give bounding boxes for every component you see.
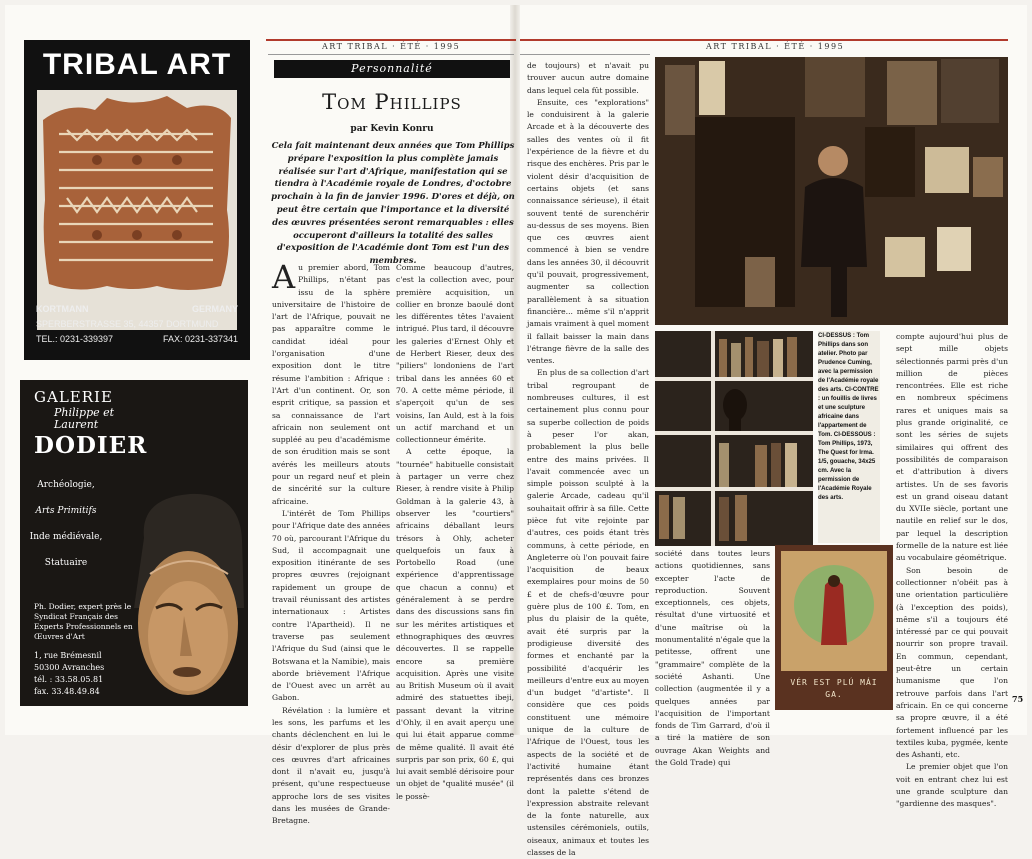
drop-cap: A xyxy=(272,258,296,296)
dodier-name-line2: Laurent xyxy=(54,418,99,431)
painting-inscription: VÉR EST PLÚ MÁI GA. xyxy=(790,678,878,699)
photo-caption: CI-DESSUS : Tom Phillips dans son atelier. Photo par Prudence Cuming, avec la permission de l'Académie royale des arts. CI-CONTRE : un fouillis de livres et une sculpture africaine dans l'appartement de Tom. CI-DESSOUS : Tom Phillips, 1973, The Quest for Irma. 1/5, gouache, 34x25 cm. Avec la permission de l'Académie Royale des arts. xyxy=(818,331,880,543)
galerie-dodier-ad xyxy=(20,380,248,706)
paragraph: Comme beaucoup d'autres, c'est la collection avec, pour première acquisition, un collier en bronze baoulé dont les différentes têtes l'avaient intrigué. Plus tard, il découvre les galeries d'Ernest Ohly et de Herbert Rieser, deux des "piliers" londoniens de l'art tribal dans les années 60 et 70. A cette même période, il s'aperçoit qu'un de ses voisins, Ian Auld, est à la fois un actif marchand et un collectionneur émérite. xyxy=(396,263,514,445)
ad-country: GERMANY xyxy=(191,304,238,314)
carved-panel-image xyxy=(37,90,237,330)
ad-phone: TEL.: 0231-339397 xyxy=(36,334,114,344)
article-title: Tom Phillips xyxy=(322,90,462,114)
header-underline-mid xyxy=(520,54,650,55)
paragraph: Révélation : la lumière et les sons, les parfums et les chants déclenchent en lui le désir d'explorer de plus près ces œuvres d'art africaines dont il n'avait eu, jusqu'à présent, qu'une respectueuse approche lors de ses visites dans les musées de Grande-Bretagne. xyxy=(272,705,390,826)
dodier-tel: tél. : 33.58.05.81 xyxy=(34,675,104,684)
dodier-contact xyxy=(34,650,104,698)
article-column-4 xyxy=(655,548,770,768)
bookshelf-photo xyxy=(655,331,813,546)
paragraph: En plus de sa collection d'art tribal regroupant de nombreuses cultures, il est certainement plus connu pour sa superbe collection de poids à peser l'or akan, probablement la plus belle entre des mains privées. Il l'avait commencée avec un simple poisson sculpté à la galerie Arcade, cadeau qu'il souhaitait offrir à sa fille. Cette pièce fut vite rejointe par d'autres, ces poids étant très communs, à cette période, en Angleterre où l'on pouvait faire l'acquisition de beaux exemplaires pour moins de 50 £ et de chefs-d'œuvre pour guère plus de 100 £. Tom, en plus du plaisir de la quête, avait été surpris par la prodigieuse diversité des formes et enchanté par la possibilité d'acquérir les meilleurs d'entre eux au moyen d'un budget "d'artiste". Il considère que ces poids constituent une mémoire unique de la culture de l'Afrique de l'Ouest, tous les aspects de la société et de l'activité humaine étant représentés dans ces bronzes dont la palette s'étend de l'expression abstraite relevant de la fonte naturelle, aux ustensiles cérémoniels, outils, oiseaux, animaux et toutes les classes de la xyxy=(527,368,649,857)
studio-photo xyxy=(655,57,1008,325)
paragraph: Son besoin de collectionner n'obéit pas à une orientation particulière (à l'exception des poids), même s'il a toujours été intéressé par ce qui pouvait nourrir son propre travail. En commun, cependant, peut-être un certain humanisme que l'on retrouve parfois dans l'art africain. En ce qui concerne sa propre œuvre, il a été fortement influencé par les textiles kuba, pygmée, kente des Ashanti, etc. xyxy=(896,565,1008,760)
punu-mask-image xyxy=(120,488,248,707)
paragraph: compte aujourd'hui plus de sept mille objets sélectionnés parmi près d'un million de pièces rencontrées. Elle est riche en nombreux spécimens rares et uniques mais sa plus grande originalité, ce sont les séries de sujets similaires qui offrent des possibilités de comparaison et d'attribution à divers artistes. Un de ses favoris est un grand oiseau datant du XVIIe siècle, portant une nautile en relief sur le dos, par lequel la description formelle de la nature est liée au vocabulaire géométrique. xyxy=(896,332,1008,563)
category-item: Arts Primitifs xyxy=(35,506,97,516)
article-column-5 xyxy=(896,331,1008,809)
header-rule-left xyxy=(266,39,516,41)
article-column-3 xyxy=(527,60,649,857)
paragraph: de toujours) et n'avait pu trouver aucun autre domaine dans lequel cela fût possible. xyxy=(527,61,649,95)
ad-fax: FAX: 0231-337341 xyxy=(162,334,238,344)
ad-title: TRIBAL ART xyxy=(42,48,232,81)
article-column-1 xyxy=(272,258,390,826)
page-number: 75 xyxy=(1012,694,1024,704)
quest-for-irma-painting xyxy=(775,545,893,710)
article-column-2 xyxy=(396,262,514,801)
dodier-names xyxy=(54,407,114,431)
dodier-street: 1, rue Brémesnil xyxy=(34,651,102,660)
dodier-fax: fax. 33.48.49.84 xyxy=(34,687,100,696)
paragraph: u premier abord, Tom Phillips, n'étant pas issu de la sphère universitaire de l'histoire de l'art de l'Afrique, pouvait ne pas apparaître comme le candidat idéal pour l'organisation d'une exposition dont le titre résume l'ambition : Afrique : l'Art d'un continent. Or, son esprit critique, sa passion et sa connaissance de l'art africain non seulement ont suppléé au peu d'académisme de son érudition mais se sont avérés les meilleurs atouts pour un regard neuf et plein de sincérité sur la culture africaine. xyxy=(272,263,390,506)
ad-street: SPERBERSTRASSE 35, 44357 DORTMUND xyxy=(36,319,219,329)
paragraph: société dans toutes leurs actions quotidiennes, sans excepter l'acte de reproduction. Souvent exceptionnels, ces objets, résultat d'une virtuosité et d'une maîtrise où la monumentalité n'égale que la petitesse, offrent une "grammaire" complète de la société Ashanti. Une collection (augmentée il y a quelques années par l'acquisition de l'important fonds de Tim Garrard, d'où il a tiré la matière de son ouvrage Akan Weights and the Gold Trade) qui xyxy=(655,549,770,768)
dodier-title: DODIER xyxy=(34,432,148,459)
paragraph: L'intérêt de Tom Phillips pour l'Afrique date des années 70 où, parcourant l'Afrique du Sud, il accompagnait une exposition itinérante de ses propres œuvres (rejoignant rapidement un groupe de travail réunissant des artistes internationaux : Artistes contre l'Apartheid). Il ne traverse pas seulement l'Afrique du Sud (ainsi que le Botswana et la Namibie), mais aborde brièvement l'Afrique de l'Ouest avec un arrêt au Gabon. xyxy=(272,508,390,703)
category-item: Archéologie, xyxy=(37,480,95,490)
category-item: Inde médiévale, xyxy=(29,532,103,542)
tribal-art-ad xyxy=(24,40,250,360)
dodier-expert: Ph. Dodier, expert près le Syndicat Français des Experts Professionnels en Œuvres d'Art xyxy=(34,602,133,641)
header-rule-right xyxy=(520,39,1008,41)
ad-address-block xyxy=(36,302,238,347)
dodier-categories xyxy=(20,472,112,576)
running-header-left: ART TRIBAL · ÉTÉ · 1995 xyxy=(322,42,461,51)
ad-company: KORTMANN xyxy=(36,304,89,314)
article-author: par Kevin Konru xyxy=(350,124,434,134)
dodier-galerie-label: GALERIE xyxy=(34,388,113,406)
running-header-right: ART TRIBAL · ÉTÉ · 1995 xyxy=(706,42,845,51)
header-underline-left xyxy=(268,54,514,55)
paragraph: Le premier objet que l'on voit en entrant chez lui est une grande sculpture dan "gardienne des masques". xyxy=(896,762,1008,809)
dodier-name-line1: Philippe et xyxy=(54,406,115,419)
category-item: Statuaire xyxy=(44,558,88,568)
paragraph: Ensuite, ces "explorations" le conduisirent à la galerie Arcade et à la découverte des salles des ventes où il fit l'expérience de la fièvre et du risque des enchères. Pris par le violent désir d'acquisition de certains objets (et sans connaissance sérieuse), il était souvent tenté de surenchérir au-dessus de ses moyens. Bien que ces œuvres aient commencé à bien se vendre dans les années 30, il découvrit qu'il pouvait, progressivement, augmenter sa collection parallèlement à sa situation financière... même s'il n'apprit jamais vraiment à quel moment il fallait baisser la main dans l'étrange fièvre de la salle des ventes. xyxy=(527,97,649,366)
section-banner: Personnalité xyxy=(274,60,510,78)
article-intro: Cela fait maintenant deux années que Tom Phillips prépare l'exposition la plus complète jamais réalisée sur l'art d'Afrique, manifestation qui se tiendra à l'Académie royale de Londres, d'octobre prochain à la fin de janvier 1996. D'ores et déjà, on peut être certain que l'importance et la diversité des œuvres présentées seront remarquables : elles occuperont d'ailleurs la totalité des salles d'exposition de l'Académie dont Tom est l'un des membres. xyxy=(271,141,515,267)
paragraph: A cette époque, la "tournée" habituelle consistait à partager un verre chez Rieser, à rendre visite à Philip Goldman à la galerie 43, à observer les "courtiers" africains déballant leurs trésors à Ohly, acheter quelquefois un faux à Portobello Road (une expérience d'apprentissage que chacun a connu) et généralement à se perdre dans des discussions sans fin sur les mérites artistiques et ethnographiques des œuvres découvertes. Il se rappelle encore sa première acquisition. Après une visite au British Museum où il avait admiré des statuettes ibeji, passant devant la vitrine d'Ohly, il en avait aperçu une qui lui était apparue comme de même qualité. Il avait été surpris par son prix, 60 £, qui lui avait semblé dérisoire pour un objet de "qualité musée" (il le possè- xyxy=(396,447,514,801)
dodier-city: 50300 Avranches xyxy=(34,663,105,672)
